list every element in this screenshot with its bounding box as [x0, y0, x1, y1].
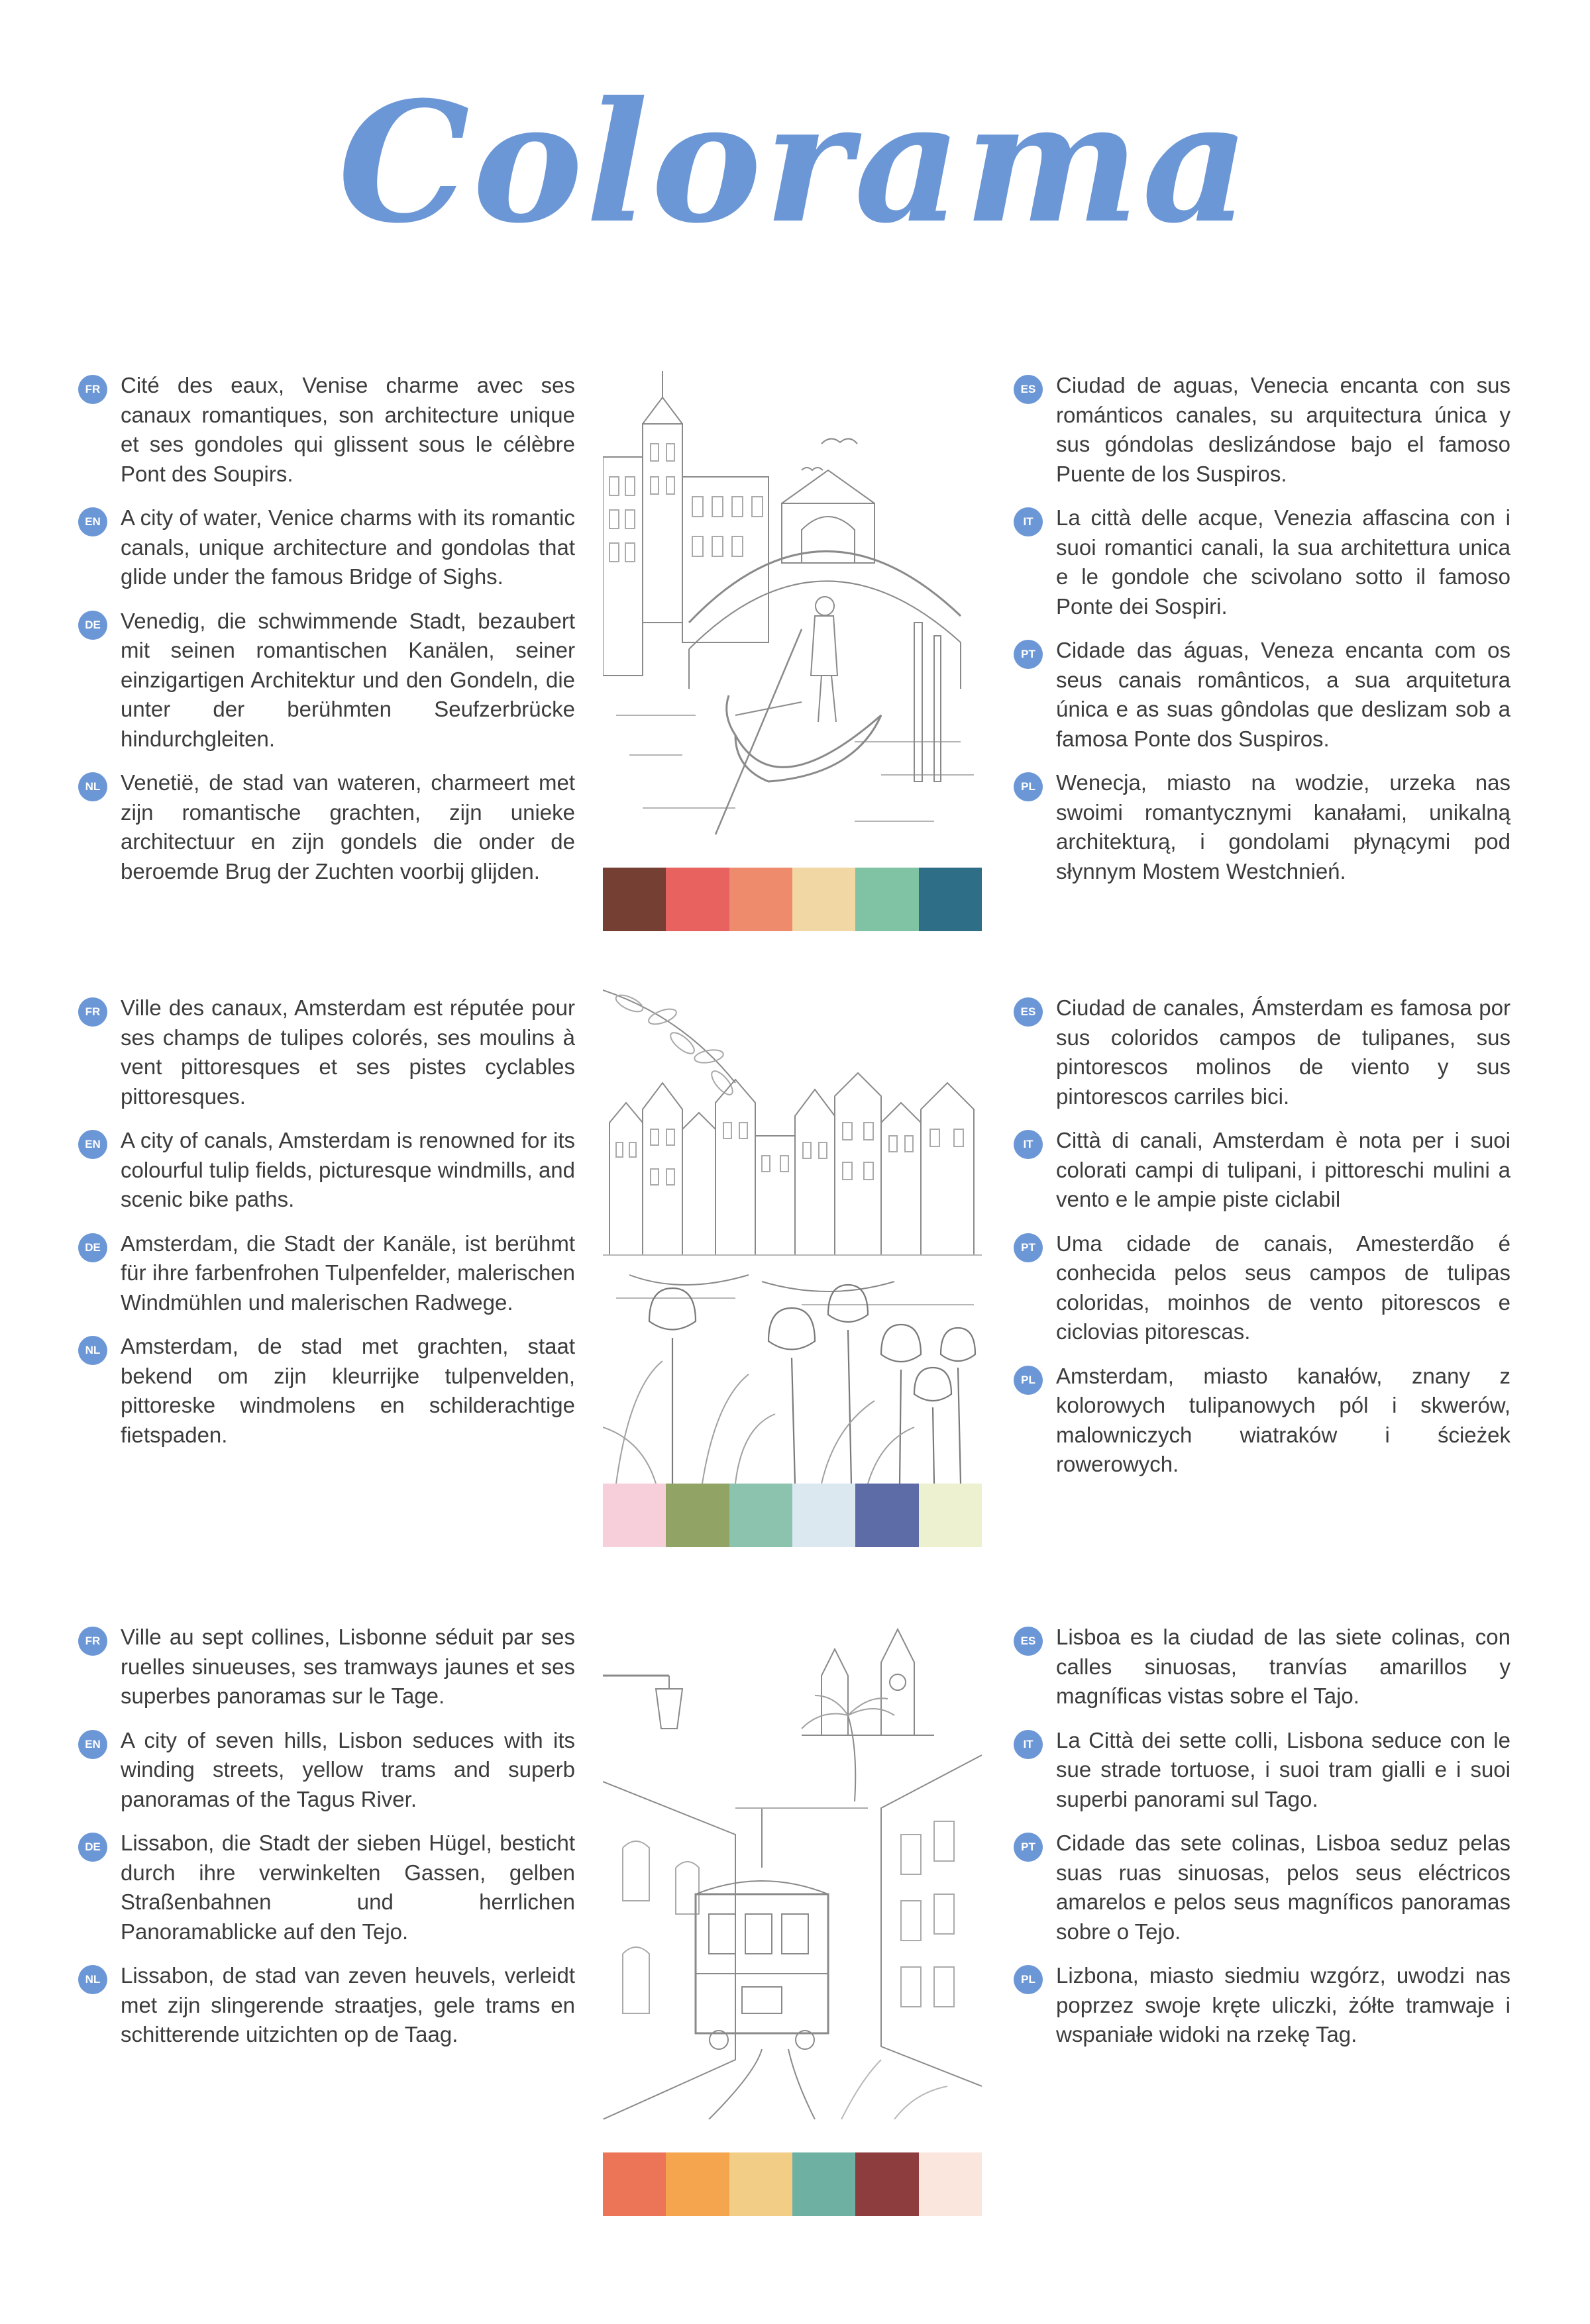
text-column-right	[1014, 1623, 1510, 2064]
text-entry	[1014, 503, 1510, 621]
language-badge: PT	[1014, 1233, 1043, 1262]
description-text: Lizbona, miasto siedmiu wzgórz, uwodzi nas poprzez swoje kręte uliczki, żółte tramwaje i wspaniałe widoki na rzekę Tag.	[1056, 1963, 1510, 2046]
description-text: A city of seven hills, Lisbon seduces with its winding streets, yellow trams and superb panoramas of the Tagus River.	[121, 1727, 575, 1811]
language-badge: IT	[1014, 1730, 1043, 1759]
description-text: A city of water, Venice charms with its romantic canals, unique architecture and gondolas that glide under the famous Bridge of Sighs.	[121, 505, 575, 589]
description-text: A city of canals, Amsterdam is renowned for its colourful tulip fields, picturesque windmills, and scenic bike paths.	[121, 1128, 576, 1211]
text-column-left	[78, 993, 575, 1464]
description-text: Amsterdam, die Stadt der Kanäle, ist berühmt für ihre farbenfrohen Tulpenfelder, malerischen Windmühlen und malerischen Radwege.	[121, 1231, 575, 1315]
description-text: Ville au sept collines, Lisbonne séduit par ses ruelles sinueuses, ses tramways jaunes et ses superbes panoramas sur le Tage.	[121, 1625, 575, 1708]
section-amsterdam	[0, 993, 1590, 1563]
color-swatch	[919, 868, 982, 931]
text-entry	[78, 768, 575, 886]
color-swatch	[603, 1484, 666, 1547]
description-text: Lissabon, de stad van zeven heuvels, verleidt met zijn slingerende straatjes, gele trams en schitterende uitzichten op de Taag.	[121, 1963, 575, 2046]
color-swatch	[666, 2152, 729, 2216]
language-badge: ES	[1014, 997, 1043, 1027]
text-entry	[1014, 1829, 1510, 1946]
language-badge: DE	[78, 611, 107, 640]
color-swatch	[603, 2152, 666, 2216]
language-badge: EN	[78, 507, 107, 536]
text-entry	[78, 1829, 575, 1946]
venice-gondola-drawing	[603, 344, 982, 868]
text-entry	[1014, 1126, 1510, 1215]
text-entry	[1014, 371, 1510, 489]
text-column-left	[78, 1623, 575, 2064]
color-swatch	[666, 868, 729, 931]
text-entry	[1014, 1362, 1510, 1480]
color-palette	[603, 2152, 982, 2216]
text-entry	[1014, 1623, 1510, 1711]
color-swatch	[729, 2152, 792, 2216]
text-entry	[1014, 636, 1510, 754]
text-entry	[1014, 1726, 1510, 1815]
language-badge: ES	[1014, 375, 1043, 404]
language-badge: EN	[78, 1130, 107, 1159]
language-badge: NL	[78, 1336, 107, 1365]
description-text: Cité des eaux, Venise charme avec ses canaux romantiques, son architecture unique et ses gondoles qui glissent sous le célèbre Pont des Soupirs.	[121, 373, 575, 486]
language-badge: ES	[1014, 1627, 1043, 1656]
description-text: Ciudad de canales, Ámsterdam es famosa por sus coloridos campos de tulipanes, sus pintorescos molinos de viento y sus pintorescos carriles bici.	[1056, 995, 1510, 1109]
text-entry	[78, 503, 575, 592]
color-swatch	[792, 2152, 855, 2216]
color-swatch	[792, 868, 855, 931]
text-entry	[1014, 1229, 1510, 1347]
description-text: Cidade das águas, Veneza encanta com os seus canais românticos, a sua arquitetura única e as suas gôndolas que deslizam sob a famosa Ponte dos Suspiros.	[1056, 638, 1510, 751]
text-entry	[78, 1126, 575, 1215]
language-badge: DE	[78, 1233, 107, 1262]
language-badge: DE	[78, 1833, 107, 1862]
text-entry	[78, 1623, 575, 1711]
text-column-right	[1014, 993, 1510, 1494]
text-entry	[78, 993, 575, 1111]
language-badge: NL	[78, 772, 107, 801]
language-badge: NL	[78, 1965, 107, 1994]
color-swatch	[919, 1484, 982, 1547]
illustration-amsterdam	[603, 964, 982, 1546]
description-text: La città delle acque, Venezia affascina con i suoi romantici canali, la sua architettura unica e le gondole che scivolano sotto il famoso Ponte dei Sospiri.	[1056, 505, 1510, 619]
language-badge: PL	[1014, 1366, 1043, 1395]
text-entry	[78, 607, 575, 754]
language-badge: PT	[1014, 640, 1043, 669]
description-text: La Città dei sette colli, Lisbona seduce con le sue strade tortuose, i suoi tram gialli e i suoi superbi panorami sul Tago.	[1056, 1727, 1510, 1811]
description-text: Ciudad de aguas, Venecia encanta con sus románticos canales, su arquitectura única y sus góndolas deslizándose bajo el famoso Puente de los Suspiros.	[1056, 373, 1510, 486]
illustration-venice	[603, 344, 982, 934]
description-text: Venedig, die schwimmende Stadt, bezaubert mit seinen romantischen Kanälen, seiner einzigartigen Architektur und den Gondeln, die unter der berühmten Seufzerbrücke hindurchgleiten.	[121, 608, 575, 751]
text-column-right	[1014, 371, 1510, 901]
language-badge: EN	[78, 1730, 107, 1759]
language-badge: IT	[1014, 1130, 1043, 1159]
section-lisbon	[0, 1623, 1590, 2219]
language-badge: PT	[1014, 1833, 1043, 1862]
text-entry	[78, 1229, 575, 1318]
description-text: Amsterdam, de stad met grachten, staat bekend om zijn kleurrijke tulpenvelden, pittoreske windmolens en schilderachtige fietspaden.	[121, 1334, 575, 1447]
language-badge: PL	[1014, 772, 1043, 801]
color-swatch	[603, 868, 666, 931]
text-entry	[1014, 1961, 1510, 2050]
description-text: Città di canali, Amsterdam è nota per i suoi colorati campi di tulipani, i pittoreschi mulini a vento e le ampie piste ciclabil	[1056, 1128, 1510, 1211]
description-text: Venetië, de stad van wateren, charmeert met zijn romantische grachten, zijn unieke architectuur en zijn gondels die onder de beroemde Brug der Zuchten voorbij glijden.	[121, 770, 575, 884]
description-text: Ville des canaux, Amsterdam est réputée pour ses champs de tulipes colorés, ses moulins à vent pittoresques et ses pistes cyclables pittoresques.	[121, 995, 575, 1109]
color-swatch	[855, 868, 918, 931]
page-title: Colorama	[338, 65, 1252, 260]
color-swatch	[729, 1484, 792, 1547]
text-entry	[1014, 768, 1510, 886]
color-swatch	[792, 1484, 855, 1547]
text-entry	[78, 371, 575, 489]
language-badge: FR	[78, 375, 107, 404]
color-swatch	[729, 868, 792, 931]
text-entry	[78, 1332, 575, 1450]
color-swatch	[666, 1484, 729, 1547]
color-swatch	[855, 2152, 918, 2216]
text-entry	[78, 1726, 575, 1815]
description-text: Uma cidade de canais, Amesterdão é conhecida pelos seus campos de tulipas coloridas, moinhos de vento pitorescos e ciclovias pitorescas.	[1056, 1231, 1510, 1344]
language-badge: FR	[78, 1627, 107, 1656]
language-badge: FR	[78, 997, 107, 1027]
text-entry	[1014, 993, 1510, 1111]
text-column-left	[78, 371, 575, 901]
description-text: Cidade das sete colinas, Lisboa seduz pelas suas ruas sinuosas, pelos seus eléctricos amarelos e pelos seus magníficos panoramas sobre o Tejo.	[1056, 1831, 1510, 1944]
description-text: Lissabon, die Stadt der sieben Hügel, besticht durch ihre verwinkelten Gassen, gelben Straßenbahnen und herrlichen Panoramablicke auf den Tejo.	[121, 1831, 575, 1944]
description-text: Wenecja, miasto na wodzie, urzeka nas swoimi romantycznymi kanałami, unikalną architekturą, i gondolami płynącymi pod słynnym Mostem Westchnień.	[1056, 770, 1510, 884]
color-palette	[603, 868, 982, 931]
color-swatch	[855, 1484, 918, 1547]
color-swatch	[919, 2152, 982, 2216]
text-entry	[78, 1961, 575, 2050]
illustration-lisbon	[603, 1583, 982, 2219]
language-badge: PL	[1014, 1965, 1043, 1994]
amsterdam-tulips-drawing	[603, 964, 982, 1484]
description-text: Lisboa es la ciudad de las siete colinas, con calles sinuosas, tranvías amarillos y magníficas vistas sobre el Tajo.	[1056, 1625, 1510, 1708]
section-venice	[0, 371, 1590, 940]
lisbon-tram-drawing	[603, 1583, 982, 2119]
color-palette	[603, 1484, 982, 1547]
description-text: Amsterdam, miasto kanałów, znany z kolorowych tulipanowych pól i skwerów, malowniczych wiatraków i ścieżek rowerowych.	[1056, 1363, 1510, 1476]
language-badge: IT	[1014, 507, 1043, 536]
